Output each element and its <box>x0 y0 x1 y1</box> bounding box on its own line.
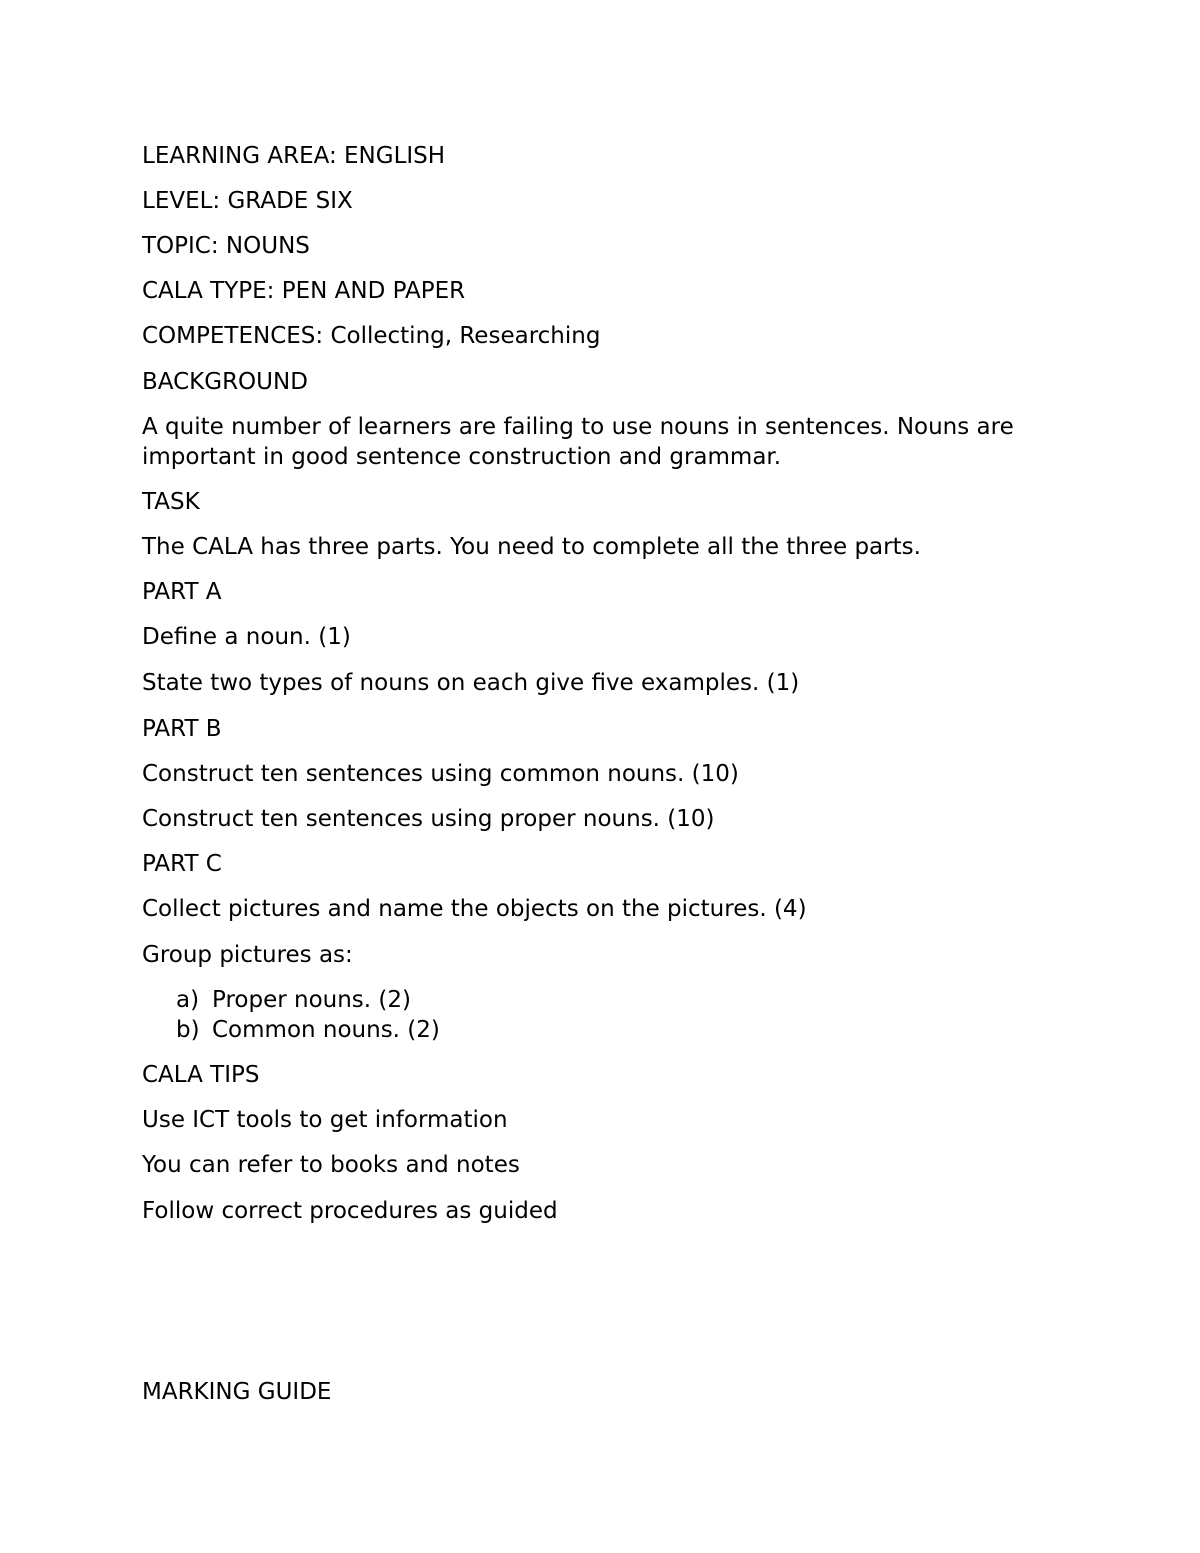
tips-item: Follow correct procedures as guided <box>142 1198 558 1224</box>
list-item <box>176 1015 440 1045</box>
part-c-item: Collect pictures and name the objects on the pictures. (4) <box>142 896 807 922</box>
tips-item: You can refer to books and notes <box>142 1152 520 1178</box>
part-a-item: Define a noun. (1) <box>142 624 351 650</box>
background-text: A quite number of learners are failing to use nouns in sentences. Nouns are important in good sentence construction and grammar. <box>142 414 1014 470</box>
list-marker: a) <box>176 987 200 1013</box>
cala-type-line: CALA TYPE: PEN AND PAPER <box>142 278 466 304</box>
part-b-heading: PART B <box>142 716 222 742</box>
topic-line: TOPIC: NOUNS <box>142 233 310 259</box>
list-item-text: Common nouns. (2) <box>212 1017 440 1043</box>
part-a-item: State two types of nouns on each give five examples. (1) <box>142 670 800 696</box>
list-item-text: Proper nouns. (2) <box>212 987 411 1013</box>
part-c-heading: PART C <box>142 851 222 877</box>
learning-area-line: LEARNING AREA: ENGLISH <box>142 143 446 169</box>
background-heading: BACKGROUND <box>142 369 308 395</box>
part-a-heading: PART A <box>142 579 222 605</box>
list-item <box>176 985 411 1015</box>
level-line: LEVEL: GRADE SIX <box>142 188 353 214</box>
part-b-item: Construct ten sentences using proper nouns. (10) <box>142 806 715 832</box>
part-b-item: Construct ten sentences using common nouns. (10) <box>142 761 739 787</box>
part-c-item: Group pictures as: <box>142 942 353 968</box>
list-marker: b) <box>176 1017 200 1043</box>
tips-item: Use ICT tools to get information <box>142 1107 508 1133</box>
task-heading: TASK <box>142 489 200 515</box>
task-text: The CALA has three parts. You need to complete all the three parts. <box>142 534 921 560</box>
competences-line: COMPETENCES: Collecting, Researching <box>142 323 601 349</box>
marking-guide-heading: MARKING GUIDE <box>142 1379 332 1405</box>
tips-heading: CALA TIPS <box>142 1062 260 1088</box>
